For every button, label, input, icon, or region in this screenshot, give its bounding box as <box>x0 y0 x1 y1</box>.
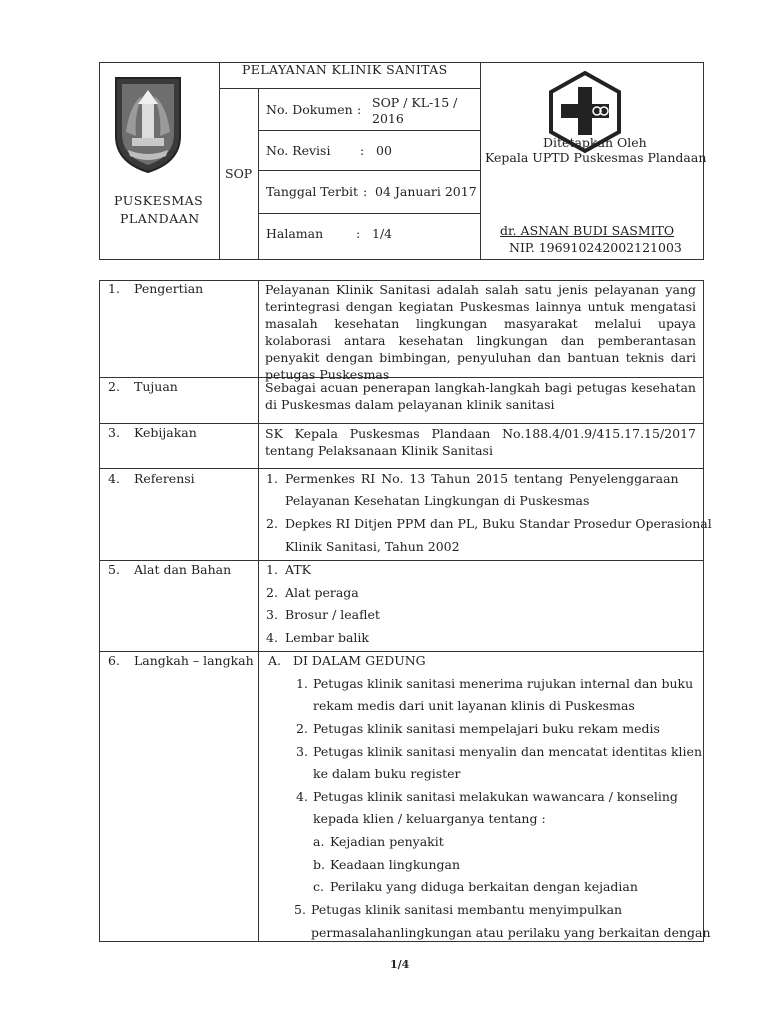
step-5: Petugas klinik sanitasi membantu menyimpulkan <box>311 902 623 917</box>
approval-line1: Ditetapkan Oleh <box>543 135 647 150</box>
section-number: 4. <box>108 471 120 486</box>
field-sep: : <box>356 226 361 241</box>
approval-nip: NIP. 196910242002121003 <box>509 240 682 255</box>
approval-signer: dr. ASNAN BUDI SASMITO <box>500 223 675 238</box>
subsection-label: A. <box>268 653 282 668</box>
field-value-tanggal-terbit: 04 Januari 2017 <box>375 184 477 199</box>
field-label-no-revisi: No. Revisi <box>266 143 331 158</box>
subitem: Kejadian penyakit <box>330 834 444 849</box>
reference-item-1: Permenkes RI No. 13 Tahun 2015 tentang Penyelenggaraan <box>285 471 679 486</box>
list-item: Brosur / leaflet <box>285 607 380 622</box>
section-text-kebijakan: SK Kepala Puskesmas Plandaan No.188.4/01.9/415.17.15/2017 tentang Pelaksanaan Klinik Sanitasi <box>265 426 696 458</box>
field-label-halaman: Halaman <box>266 226 324 241</box>
doc-title: PELAYANAN KLINIK SANITAS <box>242 62 448 77</box>
step-number: 4. <box>296 789 308 804</box>
field-value-halaman: 1/4 <box>372 226 393 241</box>
step-5-line2: permasalahanlingkungan atau perilaku yang berkaitan dengan <box>311 925 711 940</box>
section-title-pengertian: Pengertian <box>134 281 204 296</box>
section-title-referensi: Referensi <box>134 471 195 486</box>
section-number: 2. <box>108 379 120 394</box>
org-name-line2: PLANDAAN <box>120 211 200 226</box>
section-number: 5. <box>108 562 120 577</box>
list-item-number: 3. <box>266 607 278 622</box>
subsection-title: DI DALAM GEDUNG <box>293 653 426 668</box>
sop-label: SOP <box>225 166 253 181</box>
list-item: Lembar balik <box>285 630 369 645</box>
list-item: ATK <box>285 562 312 577</box>
step-1: Petugas klinik sanitasi menerima rujukan internal dan buku <box>313 676 694 691</box>
field-label-no-dokumen: No. Dokumen <box>266 102 353 117</box>
step-number: 1. <box>296 676 308 691</box>
subitem: Keadaan lingkungan <box>330 857 461 872</box>
subitem-letter: b. <box>313 857 325 872</box>
field-value-no-dokumen: SOP / KL-15 / <box>372 95 458 110</box>
page-number: 1/4 <box>390 958 410 971</box>
step-2: Petugas klinik sanitasi mempelajari buku rekam medis <box>313 721 660 736</box>
list-item-number: 2. <box>266 585 278 600</box>
step-number: 2. <box>296 721 308 736</box>
field-value-no-revisi: 00 <box>376 143 392 158</box>
step-3-line2: ke dalam buku register <box>313 766 461 781</box>
section-title-alat-bahan: Alat dan Bahan <box>134 562 232 577</box>
list-item: Alat peraga <box>285 585 359 600</box>
list-item-number: 1. <box>266 562 278 577</box>
org-name-line1: PUSKESMAS <box>114 193 204 208</box>
subitem-letter: a. <box>313 834 325 849</box>
section-number: 3. <box>108 425 120 440</box>
step-3: Petugas klinik sanitasi menyalin dan mencatat identitas klien <box>313 744 702 759</box>
subitem: Perilaku yang diduga berkaitan dengan kejadian <box>330 879 638 894</box>
reference-item-1-line2: Pelayanan Kesehatan Lingkungan di Puskesmas <box>285 493 590 508</box>
reference-item-2: Depkes RI Ditjen PPM dan PL, Buku Standar Prosedur Operasional <box>285 516 712 531</box>
section-text-tujuan: Sebagai acuan penerapan langkah-langkah bagi petugas kesehatan di Puskesmas dalam pelayanan klinik sanitasi <box>265 380 696 412</box>
field-label-tanggal-terbit: Tanggal Terbit <box>266 184 359 199</box>
list-item-number: 2. <box>266 516 278 531</box>
step-4: Petugas klinik sanitasi melakukan wawancara / konseling <box>313 789 678 804</box>
section-title-langkah: Langkah – langkah <box>134 653 254 668</box>
section-title-kebijakan: Kebijakan <box>134 425 197 440</box>
step-number: 3. <box>296 744 308 759</box>
list-item-number: 1. <box>266 471 278 486</box>
step-1-line2: rekam medis dari unit layanan klinis di Puskesmas <box>313 698 635 713</box>
reference-item-2-line2: Klinik Sanitasi, Tahun 2002 <box>285 539 460 554</box>
field-sep: : <box>363 184 368 199</box>
approval-line2: Kepala UPTD Puskesmas Plandaan <box>485 150 707 165</box>
section-title-tujuan: Tujuan <box>134 379 178 394</box>
regency-emblem-logo <box>112 74 184 174</box>
section-text-pengertian: Pelayanan Klinik Sanitasi adalah salah satu jenis pelayanan yang terintegrasi dengan kegiatan Puskesmas lainnya untuk mengatasi masalah kesehatan lingkungan masyarakat melalui upaya kolaborasi antara kesehatan lingkungan dan pemberantasan penyakit dengan bimbingan, penyuluhan dan bantuan teknis dari petugas Puskesmas <box>265 282 696 382</box>
subitem-letter: c. <box>313 879 324 894</box>
field-sep: : <box>360 143 365 158</box>
list-item-number: 4. <box>266 630 278 645</box>
section-number: 6. <box>108 653 120 668</box>
step-4-line2: kepada klien / keluarganya tentang : <box>313 811 546 826</box>
section-number: 1. <box>108 281 120 296</box>
field-value-no-dokumen-line2: 2016 <box>372 111 404 126</box>
field-sep: : <box>357 102 362 117</box>
step-number: 5. <box>294 902 306 917</box>
